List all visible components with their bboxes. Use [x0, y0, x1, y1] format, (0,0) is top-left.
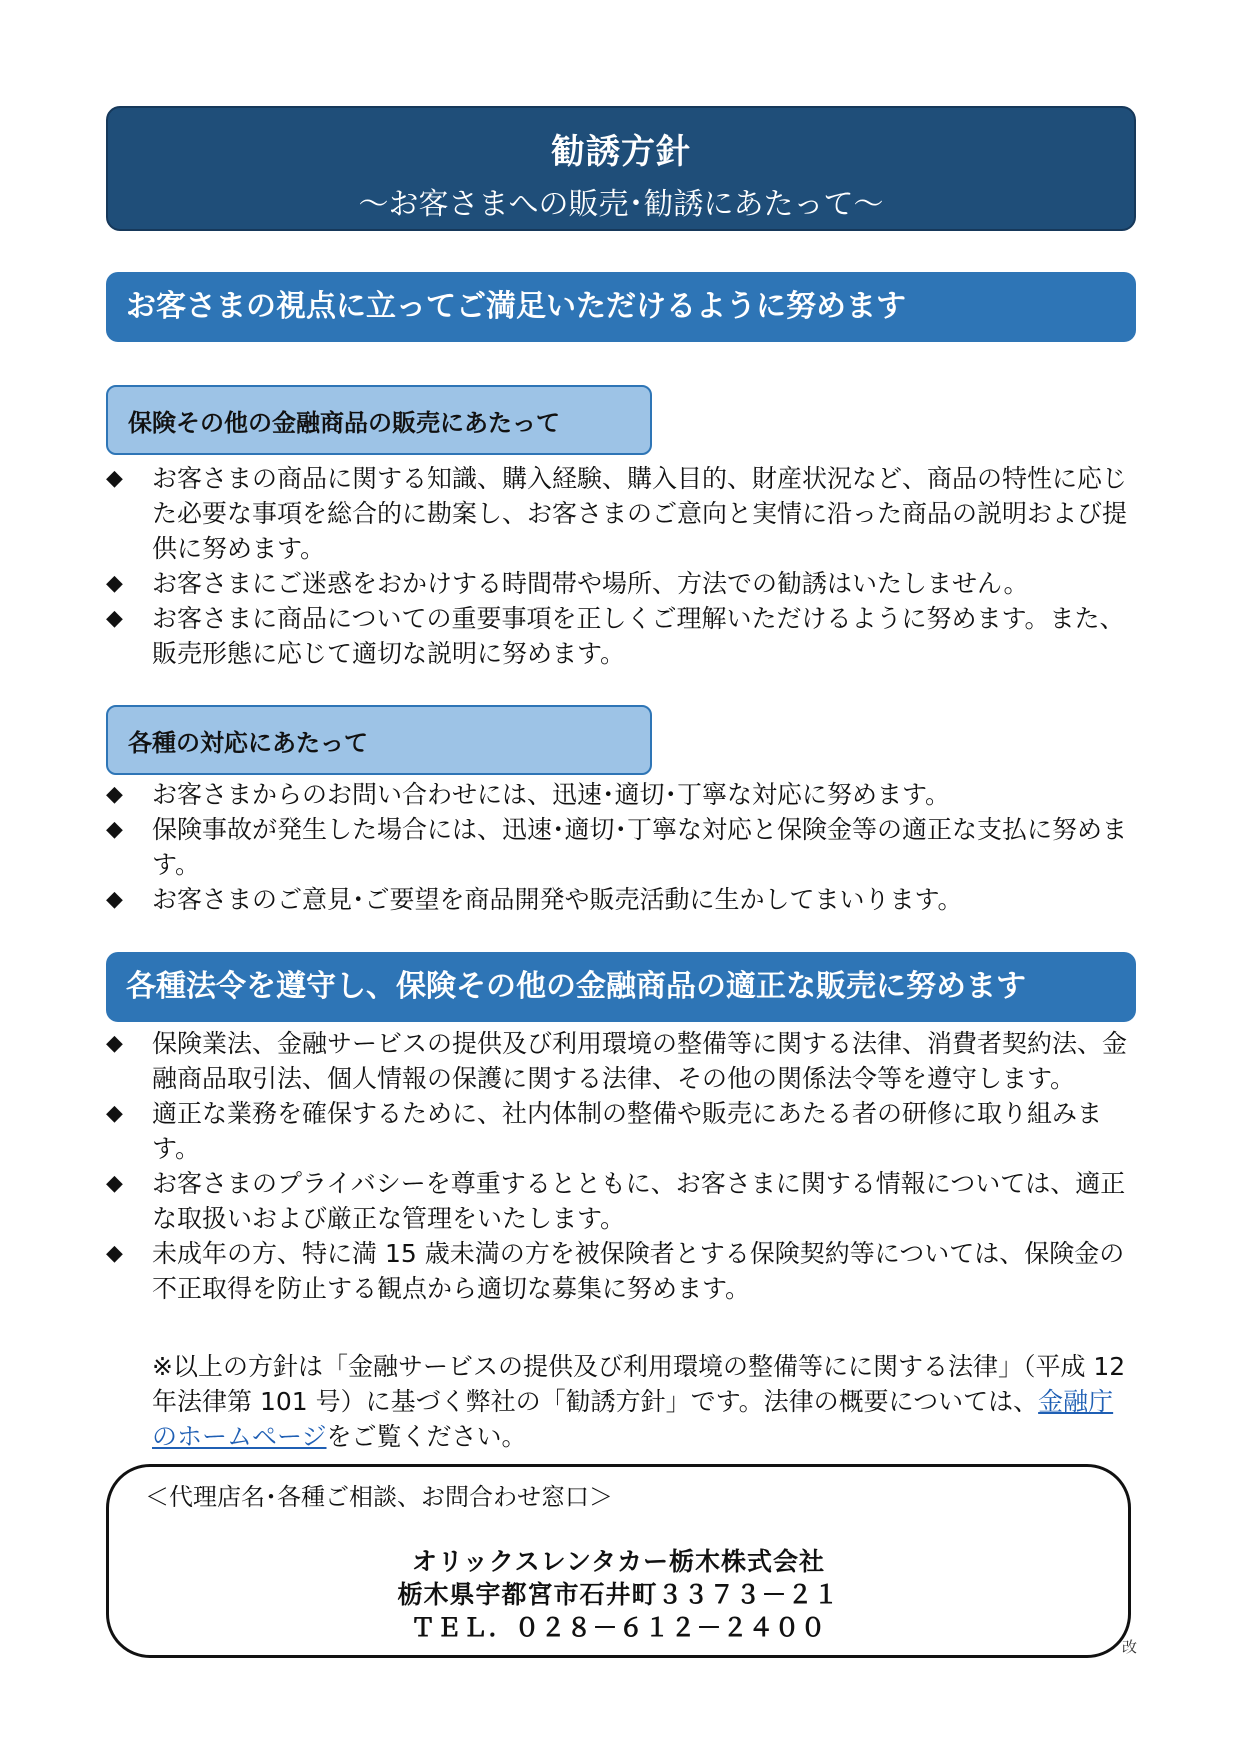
list-item: ◆ お客さまに商品についての重要事項を正しくご理解いただけるように努めます。また、販売形態に応じて適切な説明に努めます。: [106, 601, 1141, 671]
subsection-heading-responses: 各種の対応にあたって: [106, 705, 652, 775]
subsection-heading-sales: 保険その他の金融商品の販売にあたって: [106, 385, 652, 455]
contact-label: ＜代理店名･各種ご相談、お問合わせ窓口＞: [145, 1483, 613, 1511]
list-item: ◆ お客さまのプライバシーを尊重するとともに、お客さまに関する情報については、適正な取扱いおよび厳正な管理をいたします。: [106, 1166, 1141, 1236]
bullet-list-compliance: [106, 1026, 1141, 1306]
list-item: ◆ 未成年の方、特に満 15 歳未満の方を被保険者とする保険契約等については、保険金の不正取得を防止する観点から適切な募集に努めます。: [106, 1236, 1141, 1306]
contact-details: [109, 1545, 1128, 1644]
diamond-bullet-icon: ◆: [106, 1241, 123, 1266]
list-item: ◆ 保険事故が発生した場合には、迅速･適切･丁寧な対応と保険金等の適正な支払に努めます。: [106, 812, 1141, 882]
page-title: 勧誘方針: [551, 132, 691, 172]
company-name: オリックスレンタカー栃木株式会社: [411, 1547, 826, 1576]
company-phone: ＴＥＬ．０２８－６１２－２４００: [410, 1613, 827, 1642]
policy-note: ※以上の方針は「金融サービスの提供及び利用環境の整備等にに関する法律」（平成 12 年法律第 101 号）に基づく弊社の「勧誘方針」です。法律の概要については、金融庁のホームページをご覧ください。: [152, 1352, 1126, 1451]
diamond-bullet-icon: ◆: [106, 887, 123, 912]
diamond-bullet-icon: ◆: [106, 1031, 123, 1056]
title-box: [106, 106, 1136, 231]
diamond-bullet-icon: ◆: [106, 466, 123, 491]
diamond-bullet-icon: ◆: [106, 571, 123, 596]
list-item: ◆ 保険業法、金融サービスの提供及び利用環境の整備等に関する法律、消費者契約法、金融商品取引法、個人情報の保護に関する法律、その他の関係法令等を遵守します。: [106, 1026, 1141, 1096]
list-item: ◆ お客さまからのお問い合わせには、迅速･適切･丁寧な対応に努めます。: [106, 777, 1141, 812]
contact-box: [106, 1464, 1131, 1658]
bullet-list-sales: [106, 461, 1141, 671]
diamond-bullet-icon: ◆: [106, 1101, 123, 1126]
list-item: ◆ 適正な業務を確保するために、社内体制の整備や販売にあたる者の研修に取り組みます。: [106, 1096, 1141, 1166]
page-subtitle: ～お客さまへの販売･勧誘にあたって～: [358, 187, 884, 222]
diamond-bullet-icon: ◆: [106, 1171, 123, 1196]
diamond-bullet-icon: ◆: [106, 606, 123, 631]
company-address: 栃木県宇都宮市石井町３３７３－２１: [397, 1580, 840, 1609]
list-item: ◆ お客さまの商品に関する知識、購入経験、購入目的、財産状況など、商品の特性に応じた必要な事項を総合的に勘案し、お客さまのご意向と実情に沿った商品の説明および提供に努めます。: [106, 461, 1141, 566]
list-item: ◆ お客さまのご意見･ご要望を商品開発や販売活動に生かしてまいります。: [106, 882, 1141, 917]
section-heading-compliance: 各種法令を遵守し、保険その他の金融商品の適正な販売に努めます: [106, 952, 1136, 1022]
diamond-bullet-icon: ◆: [106, 817, 123, 842]
list-item: ◆ お客さまにご迷惑をおかけする時間帯や場所、方法での勧誘はいたしません。: [106, 566, 1141, 601]
section-heading-customer-view: お客さまの視点に立ってご満足いただけるように努めます: [106, 272, 1136, 342]
fsa-homepage-link[interactable]: 金融庁のホームページ: [152, 1387, 1114, 1451]
revision-mark: 改: [1122, 1638, 1138, 1656]
bullet-list-responses: [106, 777, 1141, 917]
diamond-bullet-icon: ◆: [106, 782, 123, 807]
